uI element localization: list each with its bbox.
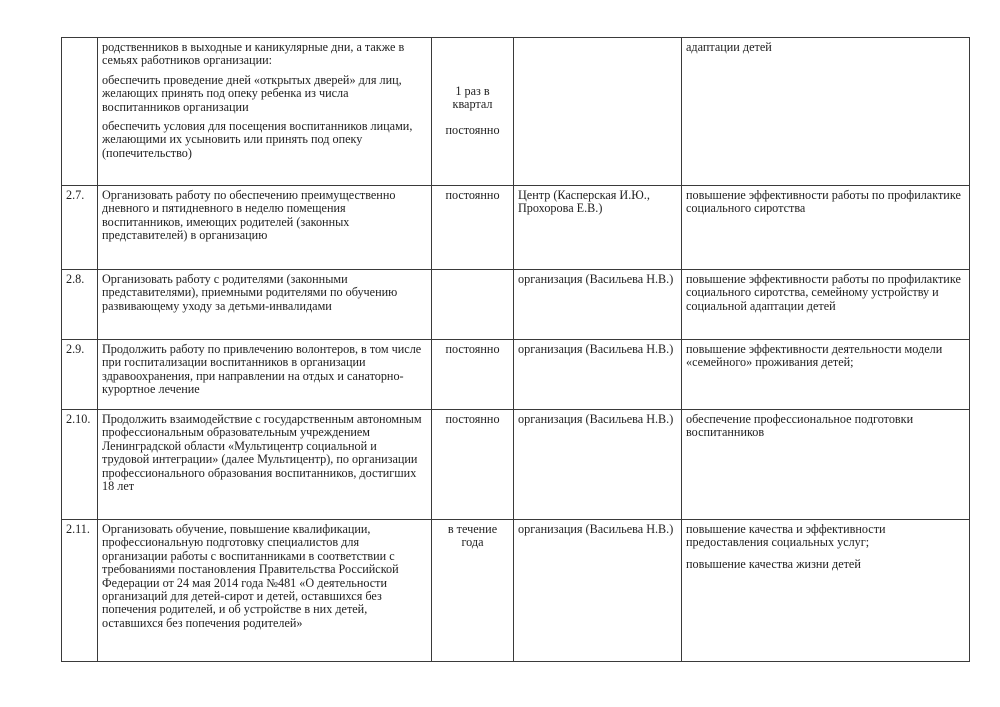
table-row [62, 340, 970, 410]
result-text: обеспечение профессиональное подготовки воспитанников [686, 412, 914, 440]
deadline-text: 1 раз в квартал [452, 84, 493, 112]
result-text: повышение качества жизни детей [686, 556, 861, 571]
action-paragraph: обеспечить условия для посещения воспитанников лицами, желающими их усыновить или принять под опеку (попечительство) [102, 119, 413, 160]
action-cell: Организовать работу с родителями (законными представителями), приемными родителями по обучению развивающему уходу за детьми-инвалидами [98, 270, 432, 340]
responsible-cell: организация (Васильева Н.В.) [514, 520, 682, 662]
table-row [62, 520, 970, 662]
action-cell: Организовать работу по обеспечению преимущественно дневного и пятидневного в неделю помещения воспитанников, имеющих родителей (законных представителей) в организацию [98, 186, 432, 270]
responsible-cell: организация (Васильева Н.В.) [514, 410, 682, 520]
row-number: 2.10. [62, 410, 98, 520]
deadline-cell: постоянно [432, 186, 514, 270]
table-row [62, 270, 970, 340]
responsible-cell [514, 38, 682, 186]
action-cell: Организовать обучение, повышение квалификации, профессиональную подготовку специалистов для организации работы с воспитанниками в соответствии с требованиями постановления Правительства Российской Федерации от 24 мая 2014 года №481 «О деятельности организаций для детей-сирот и детей, оставшихся без попечения родителей, и об устройстве в них детей, оставшихся без попечения родителей» [98, 520, 432, 662]
result-text: повышение качества и эффективности предоставления социальных услуг; [686, 522, 886, 550]
deadline-cell [432, 38, 514, 186]
row-number: 2.11. [62, 520, 98, 662]
deadline-cell: в течение года [432, 520, 514, 662]
responsible-cell: организация (Васильева Н.В.) [514, 340, 682, 410]
result-cell [682, 410, 970, 520]
deadline-text: постоянно [445, 122, 500, 137]
table-row [62, 38, 970, 186]
result-cell [682, 186, 970, 270]
action-cell: Продолжить взаимодействие с государственным автономным профессиональным образовательным учреждением Ленинградской области «Мультицентр социальной и трудовой интеграции» (далее Мультицентр), по организации профессионального образования воспитанников, достигших 18 лет [98, 410, 432, 520]
action-cell [98, 38, 432, 186]
result-cell [682, 270, 970, 340]
result-cell [682, 340, 970, 410]
result-text: адаптации детей [686, 40, 772, 54]
row-number [62, 38, 98, 186]
result-cell [682, 520, 970, 662]
row-number: 2.8. [62, 270, 98, 340]
row-number: 2.9. [62, 340, 98, 410]
result-cell [682, 38, 970, 186]
action-plan-table [61, 37, 970, 662]
result-text: повышение эффективности деятельности модели «семейного» проживания детей; [686, 342, 943, 370]
deadline-cell: постоянно [432, 410, 514, 520]
responsible-cell: организация (Васильева Н.В.) [514, 270, 682, 340]
result-text: повышение эффективности работы по профилактике социального сиротства [686, 188, 961, 216]
deadline-cell [432, 270, 514, 340]
result-text: повышение эффективности работы по профилактике социального сиротства, семейному устройству и социальной адаптации детей [686, 272, 961, 313]
deadline-cell: постоянно [432, 340, 514, 410]
responsible-cell: Центр (Касперская И.Ю., Прохорова Е.В.) [514, 186, 682, 270]
table-row [62, 410, 970, 520]
action-paragraph: обеспечить проведение дней «открытых дверей» для лиц, желающих принять под опеку ребенка из числа воспитанников организации [102, 72, 402, 114]
action-cell: Продолжить работу по привлечению волонтеров, в том числе при госпитализации воспитанников в организации здравоохранения, при направлении на отдых и санаторно-курортное лечение [98, 340, 432, 410]
row-number: 2.7. [62, 186, 98, 270]
action-paragraph: родственников в выходные и каникулярные дни, а также в семьях работников организации: [102, 40, 405, 68]
table-row [62, 186, 970, 270]
